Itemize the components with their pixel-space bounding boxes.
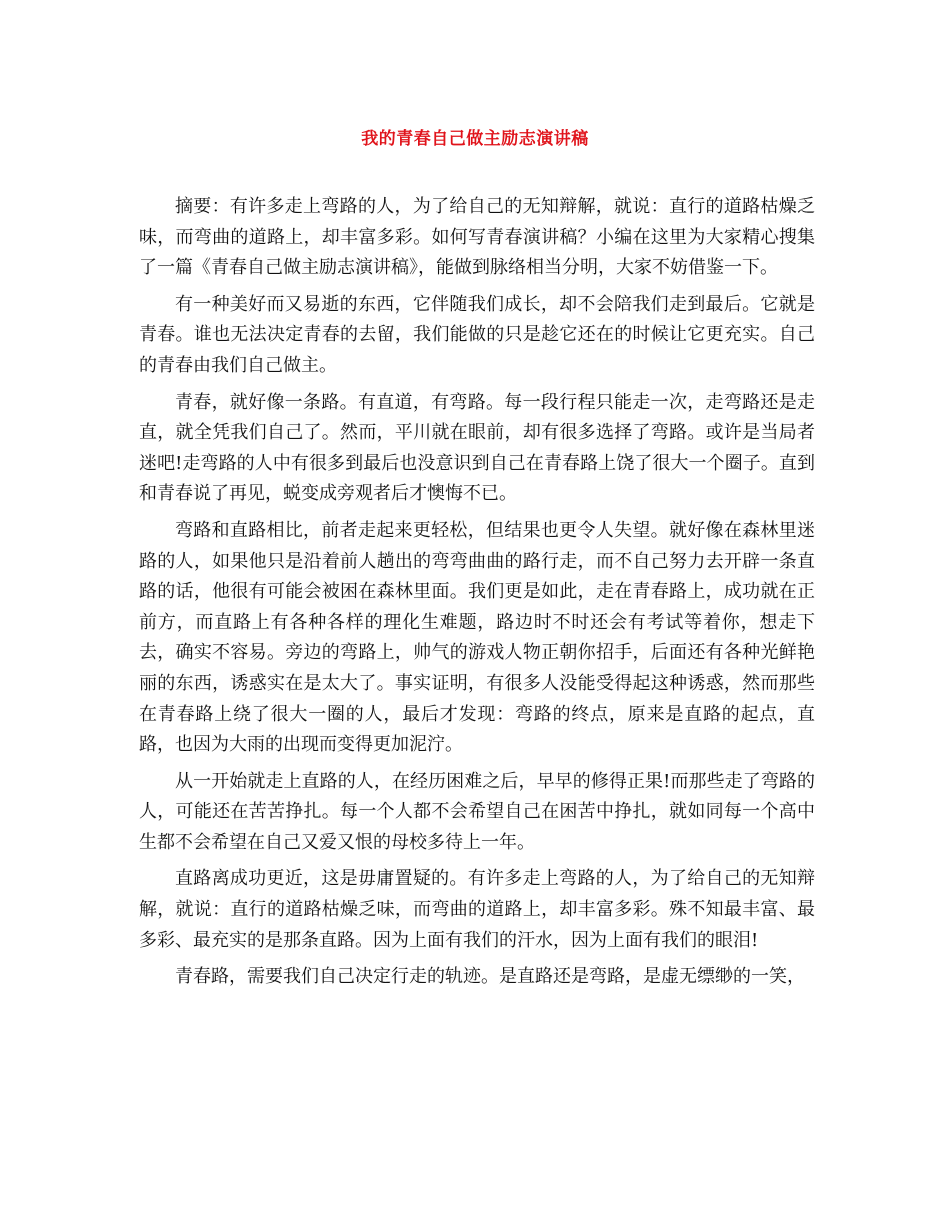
paragraph: 从一开始就走上直路的人，在经历困难之后，早早的修得正果!而那些走了弯路的人，可能还在苦苦挣扎。每一个人都不会希望自己在困苦中挣扎，就如同每一个高中生都不会希望在自己又爱又恨的母校多待上一年。 [139, 770, 815, 853]
paragraph: 直路离成功更近，这是毋庸置疑的。有许多走上弯路的人，为了给自己的无知辩解，就说：直行的道路枯燥乏味，而弯曲的道路上，却丰富多彩。殊不知最丰富、最多彩、最充实的是那条直路。因为上面有我们的汗水，因为上面有我们的眼泪! [139, 868, 815, 951]
paragraph: 青春路，需要我们自己决定行走的轨迹。是直路还是弯路，是虚无缥缈的一笑， [175, 966, 805, 988]
document-body [139, 192, 815, 999]
paragraph: 青春，就好像一条路。有直道，有弯路。每一段行程只能走一次，走弯路还是走直，就全凭我们自己了。然而，平川就在眼前，却有很多选择了弯路。或许是当局者迷吧!走弯路的人中有很多到最后也没意识到自己在青春路上饶了很大一个圈子。直到和青春说了再见，蜕变成旁观者后才懊悔不已。 [139, 391, 815, 505]
paragraph-abstract: 摘要：有许多走上弯路的人，为了给自己的无知辩解，就说：直行的道路枯燥乏味，而弯曲的道路上，却丰富多彩。如何写青春演讲稿？小编在这里为大家精心搜集了一篇《青春自己做主励志演讲稿》，能做到脉络相当分明，大家不妨借鉴一下。 [139, 196, 815, 279]
paragraph: 弯路和直路相比，前者走起来更轻松，但结果也更令人失望。就好像在森林里迷路的人，如果他只是沿着前人趟出的弯弯曲曲的路行走，而不自己努力去开辟一条直路的话，他很有可能会被困在森林里面。我们更是如此，走在青春路上，成功就在正前方，而直路上有各种各样的理化生难题，路边时不时还会有考试等着你，想走下去，确实不容易。旁边的弯路上，帅气的游戏人物正朝你招手，后面还有各种光鲜艳丽的东西，诱惑实在是太大了。事实证明，有很多人没能受得起这种诱惑，然而那些在青春路上绕了很大一圈的人，最后才发现：弯路的终点，原来是直路的起点，直路，也因为大雨的出现而变得更加泥泞。 [139, 519, 815, 756]
paragraph: 有一种美好而又易逝的东西，它伴随我们成长，却不会陪我们走到最后。它就是青春。谁也无法决定青春的去留，我们能做的只是趁它还在的时候让它更充实。自己的青春由我们自己做主。 [139, 293, 815, 376]
document-title: 我的青春自己做主励志演讲稿 [361, 129, 589, 149]
